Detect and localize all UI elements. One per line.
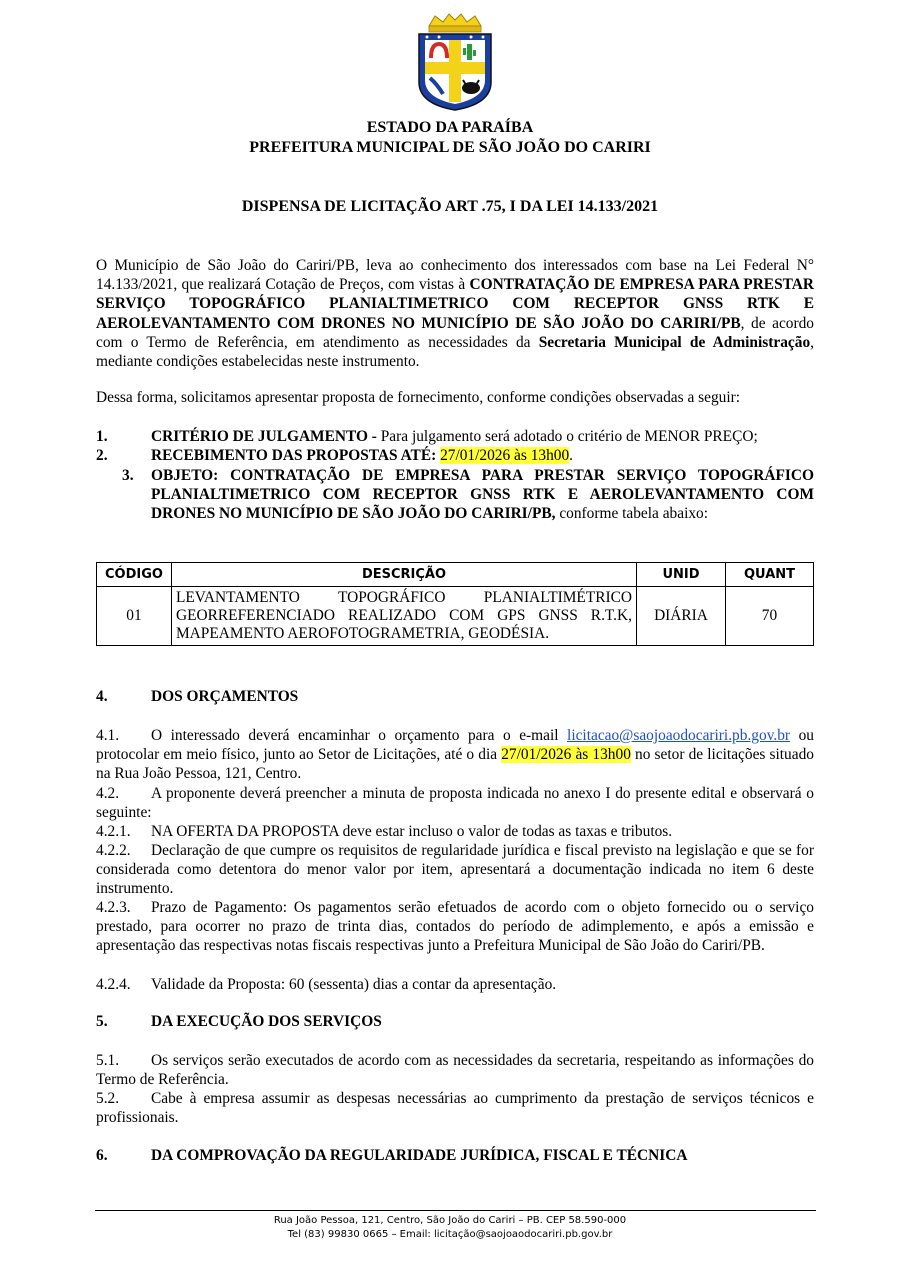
cell-code: 01 [97,587,172,646]
email-link[interactable]: licitacao@saojoaodocariri.pb.gov.br [567,727,791,744]
paragraph-5-2: 5.2. Cabe à empresa assumir as despesas necessárias ao cumprimento da prestação de serviços técnicos e profissionais. [96,1090,814,1127]
paragraph-4-1: 4.1. O interessado deverá encaminhar o orçamento para o e-mail licitacao@saojoaodocariri.pb.gov.br ou protocolar em meio físico, junto ao Setor de Licitações, até o dia 27/01/2026 às 13h00 no setor de licitações situado na Rua João Pessoa, 121, Centro. [96,727,814,783]
coat-of-arms-icon [415,12,495,112]
section-4-heading: 4. DOS ORÇAMENTOS [96,688,299,705]
list-item-3: 3. OBJETO: CONTRATAÇÃO DE EMPRESA PARA PRESTAR SERVIÇO TOPOGRÁFICO PLANIALTIMETRICO COM RECEPTOR GNSS RTK E AEROLEVANTAMENTO COM DRONES NO MUNICÍPIO DE SÃO JOÃO DO CARIRI/PB, conforme tabela abaixo: [122,467,814,523]
intro-paragraph-2: Dessa forma, solicitamos apresentar proposta de fornecimento, conforme condições observadas a seguir: [96,389,741,406]
list-item-2: 2. RECEBIMENTO DAS PROPOSTAS ATÉ: 27/01/2026 às 13h00. [96,447,574,464]
paragraph-4-2-3: 4.2.3. Prazo de Pagamento: Os pagamentos serão efetuados de acordo com o objeto fornecido ou o serviço prestado, para ocorrer no prazo de trinta dias, contados do período de adimplemento, e após a emissão e apresentação das respectivas notas fiscais respectivas junto a Prefeitura Municipal de São João do Cariri/PB. [96,899,814,955]
document-title: DISPENSA DE LICITAÇÃO ART .75, I DA LEI 14.133/2021 [241,198,659,215]
table-header-quantity: QUANT [726,563,814,587]
footer-address: Rua João Pessoa, 121, Centro, São João do Cariri – PB. CEP 58.590-000 [273,1215,627,1226]
state-heading: ESTADO DA PARAÍBA [366,119,534,136]
cell-quantity: 70 [726,587,814,646]
paragraph-4-2-2: 4.2.2. Declaração de que cumpre os requisitos de regularidade jurídica e fiscal previsto na legislação e que se for considerada como detentora do menor valor por item, apresentará a documentação indicada no item 6 deste instrumento. [96,842,814,898]
footer-divider [95,1210,816,1211]
table-row [97,587,814,646]
table-header-unit: UNID [637,563,726,587]
items-table [96,562,814,646]
paragraph-4-2: 4.2. A proponente deverá preencher a minuta de proposta indicada no anexo I do presente edital e observará o seguinte: [96,785,814,822]
cell-description: LEVANTAMENTO TOPOGRÁFICO PLANIALTIMÉTRICO GEORREFERENCIADO REALIZADO COM GPS GNSS R.T.K, MAPEAMENTO AEROFOTOGRAMETRIA, GEODÉSIA. [172,587,637,646]
deadline-highlight: 27/01/2026 às 13h00 [440,447,570,464]
municipality-heading: PREFEITURA MUNICIPAL DE SÃO JOÃO DO CARIRI [249,139,651,156]
paragraph-5-1: 5.1. Os serviços serão executados de acordo com as necessidades da secretaria, respeitando as informações do Termo de Referência. [96,1052,814,1089]
section-5-heading: 5. DA EXECUÇÃO DOS SERVIÇOS [96,1013,382,1030]
table-header-code: CÓDIGO [97,563,172,587]
deadline-highlight: 27/01/2026 às 13h00 [501,746,631,764]
paragraph-4-2-1: 4.2.1. NA OFERTA DA PROPOSTA deve estar incluso o valor de todas as taxas e tributos. [96,823,673,840]
cell-unit: DIÁRIA [637,587,726,646]
intro-paragraph: O Município de São João do Cariri/PB, leva ao conhecimento dos interessados com base na Lei Federal N° 14.133/2021, que realizará Cotação de Preços, com vistas à CONTRATAÇÃO DE EMPRESA PARA PRESTAR SERVIÇO TOPOGRÁFICO PLANIALTIMETRICO COM RECEPTOR GNSS RTK E AEROLEVANTAMENTO COM DRONES NO MUNICÍPIO DE SÃO JOÃO DO CARIRI/PB, de acordo com o Termo de Referência, em atendimento as necessidades da Secretaria Municipal de Administração, mediante condições estabelecidas neste instrumento. [96,257,814,371]
table-header-description: DESCRIÇÃO [172,563,637,587]
section-6-heading: 6. DA COMPROVAÇÃO DA REGULARIDADE JURÍDICA, FISCAL E TÉCNICA [96,1147,688,1164]
footer-contact: Tel (83) 99830 0665 – Email: licitação@saojoaodocariri.pb.gov.br [287,1229,613,1240]
paragraph-4-2-4: 4.2.4. Validade da Proposta: 60 (sessenta) dias a contar da apresentação. [96,976,557,993]
list-item-1: 1. CRITÉRIO DE JULGAMENTO - Para julgamento será adotado o critério de MENOR PREÇO; [96,428,758,445]
